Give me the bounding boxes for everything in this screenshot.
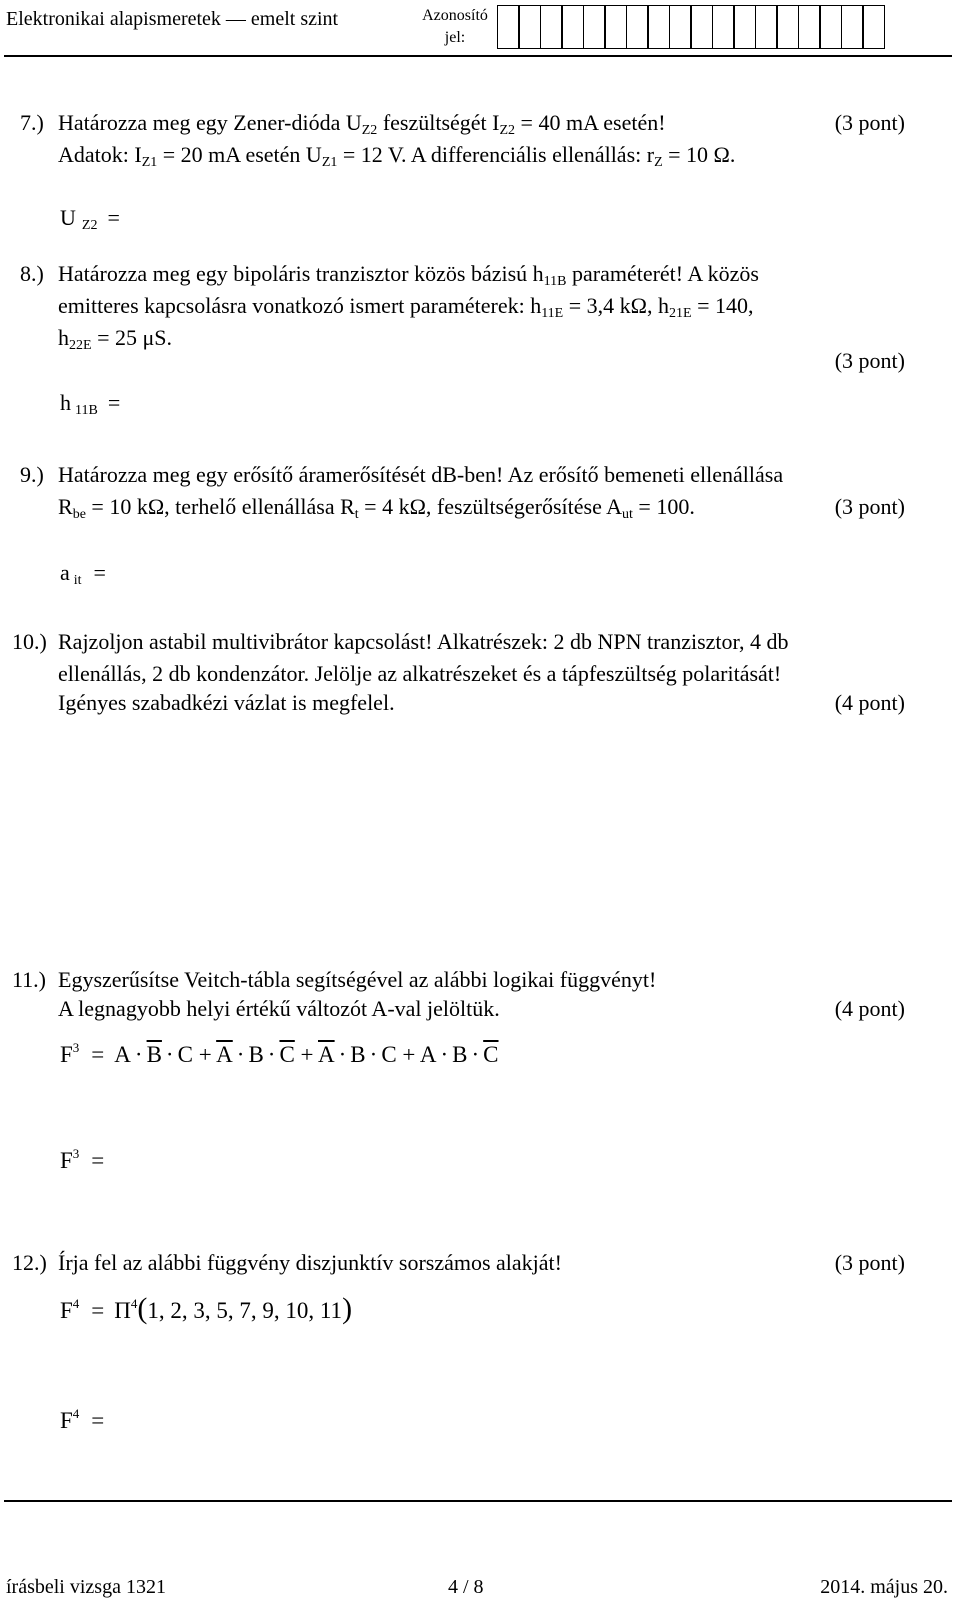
azonosito-box[interactable]	[733, 5, 756, 49]
footer-page-number: 4 / 8	[448, 1576, 484, 1598]
azonosito-box[interactable]	[561, 5, 584, 49]
q10-line3: Igényes szabadkézi vázlat is megfelel.	[58, 690, 395, 715]
azonosito-box[interactable]	[647, 5, 670, 49]
azonosito-label: Azonosító jel:	[422, 7, 488, 46]
q7-line2: Adatok: $I_{Z1} = 20$ mA esetén $U_{Z1} = 12$ V. A differenciális ellenállás: $r_Z = 10$ Ω.	[58, 142, 736, 170]
q12-points: (3 pont)	[834, 1250, 905, 1275]
logic-variable: B	[452, 1042, 468, 1067]
q8-answer: h $_{11B}$ =	[60, 390, 121, 418]
logic-variable: $\overline{C}$	[279, 1042, 295, 1067]
q11-number: 11.)	[12, 967, 47, 992]
q9-number: 9.)	[20, 462, 44, 487]
azonosito-box[interactable]	[862, 5, 885, 49]
q9-answer: a $_{it}$ =	[60, 560, 106, 588]
q8-points: (3 pont)	[834, 348, 905, 373]
azonosito-box[interactable]	[497, 5, 520, 49]
footer-rule	[4, 1500, 952, 1502]
logic-variable: $\overline{B}$	[146, 1042, 162, 1067]
azonosito-box[interactable]	[776, 5, 799, 49]
azonosito-box[interactable]	[583, 5, 606, 49]
q12-line1: Írja fel az alábbi függvény diszjunktív sorszámos alakját!	[58, 1250, 562, 1275]
logic-variable: C	[381, 1042, 397, 1067]
q10-line2: ellenállás, 2 db kondenzátor. Jelölje az alkatrészeket és a tápfeszültség polaritását!	[58, 661, 782, 686]
q11-line2: A legnagyobb helyi értékű változót A-val jelöltük.	[58, 996, 500, 1021]
and-dot: ·	[134, 1042, 143, 1067]
and-dot: ·	[369, 1042, 378, 1067]
q11-points: (4 pont)	[834, 996, 905, 1021]
q8-line3: $h_{22E} = 25$ μS.	[58, 325, 172, 353]
azonosito-box[interactable]	[798, 5, 821, 49]
q7-number: 7.)	[20, 110, 44, 135]
logic-variable: B	[350, 1042, 366, 1067]
azonosito-box[interactable]	[755, 5, 778, 49]
azonosito-box[interactable]	[669, 5, 692, 49]
logic-variable: $\overline{A}$	[216, 1042, 233, 1067]
q7-answer: U $_{Z2}$ =	[60, 205, 120, 233]
q11-line1: Egyszerűsítse Veitch-tábla segítségével az alábbi logikai függvényt!	[58, 967, 657, 992]
azonosito-box[interactable]	[819, 5, 842, 49]
q10-line1: Rajzoljon astabil multivibrátor kapcsolást! Alkatrészek: 2 db NPN tranzisztor, 4 db	[58, 629, 789, 654]
footer-exam-code: írásbeli vizsga 1321	[6, 1576, 166, 1598]
q10-points: (4 pont)	[834, 690, 905, 715]
q10-number: 10.)	[12, 629, 47, 654]
logic-variable: C	[177, 1042, 193, 1067]
azonosito-box[interactable]	[604, 5, 627, 49]
azonosito-box[interactable]	[841, 5, 864, 49]
q11-answer: $F^3$ =	[60, 1146, 105, 1173]
azonosito-box[interactable]	[690, 5, 713, 49]
azonosito-box[interactable]	[712, 5, 735, 49]
q9-points: (3 pont)	[834, 494, 905, 519]
q11-function: $F^3 = A \cdot \overline{B} \cdot C + \overline{A} \cdot B \cdot \overline{C} + \overline{A} \cdot B \cdot C + A \cdot B \cdot \overline{C}$	[60, 1040, 499, 1067]
azonosito-box[interactable]	[518, 5, 541, 49]
q12-function: $F^4 = \Pi^4(1$, 2, 3, 5, 7, 9, 10, 11)	[60, 1292, 353, 1325]
logic-variable: $\overline{C}$	[483, 1042, 499, 1067]
q7-line1: Határozza meg egy Zener-dióda $U_{Z2}$ feszültségét $I_{Z2} = 40$ mA esetén!	[58, 110, 666, 138]
q9-line2: $R_{be} = 10$ kΩ, terhelő ellenállása $R_t = 4$ kΩ, feszültségerősítése $A_{ut} = 100$.	[58, 494, 695, 522]
and-dot: ·	[267, 1042, 276, 1067]
azonosito-box[interactable]	[626, 5, 649, 49]
and-dot: ·	[471, 1042, 480, 1067]
logic-variable: B	[248, 1042, 264, 1067]
azonosito-box[interactable]	[540, 5, 563, 49]
q8-number: 8.)	[20, 261, 44, 286]
q8-line1: Határozza meg egy bipoláris tranzisztor közös bázisú $h_{11B}$ paraméterét! A közös	[58, 261, 759, 289]
header-title: Elektronikai alapismeretek — emelt szint	[6, 8, 339, 30]
q7-points: (3 pont)	[834, 110, 905, 135]
and-dot: ·	[338, 1042, 347, 1067]
and-dot: ·	[236, 1042, 245, 1067]
azonosito-boxes[interactable]	[498, 5, 885, 49]
plus-sign: +	[396, 1042, 420, 1067]
header-rule	[4, 55, 952, 57]
and-dot: ·	[165, 1042, 174, 1067]
q9-line1: Határozza meg egy erősítő áramerősítését dB-ben! Az erősítő bemeneti ellenállása	[58, 462, 784, 487]
q12-number: 12.)	[12, 1250, 47, 1275]
plus-sign: +	[192, 1042, 217, 1067]
logic-variable: A	[114, 1042, 131, 1067]
and-dot: ·	[440, 1042, 449, 1067]
footer-date: 2014. május 20.	[820, 1576, 948, 1598]
logic-variable: A	[419, 1042, 437, 1067]
q12-answer: $F^4$ =	[60, 1406, 105, 1433]
logic-variable: $\overline{A}$	[318, 1042, 335, 1067]
q11-terms	[114, 1042, 498, 1067]
plus-sign: +	[294, 1042, 318, 1067]
q8-line2: emitteres kapcsolásra vonatkozó ismert paraméterek: $h_{11E} = 3,4$ kΩ, $h_{21E} = 140$,	[58, 293, 754, 321]
